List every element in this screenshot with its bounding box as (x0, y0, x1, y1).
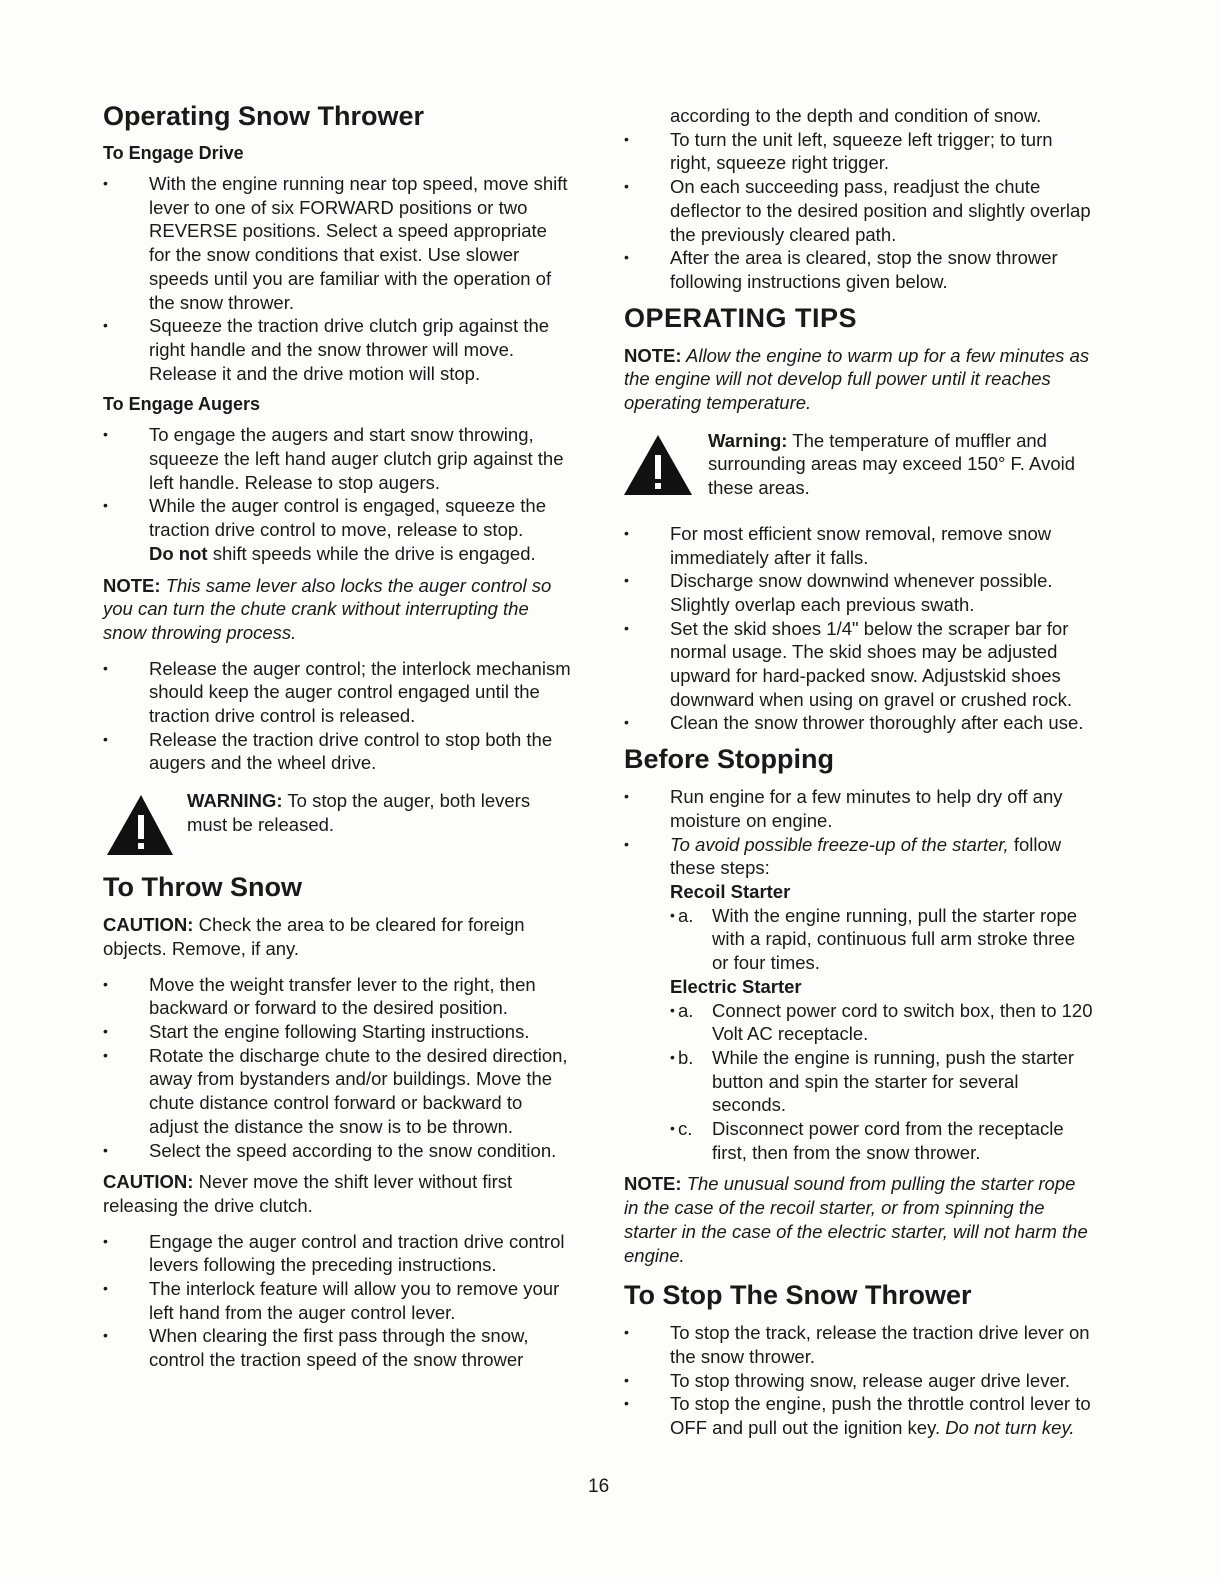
list-item: • Release the auger control; the interlock mechanism should keep the auger control engaged until the traction drive control is released. (103, 657, 573, 728)
section-title-operating-tips: OPERATING TIPS (624, 302, 858, 333)
list-item: • Discharge snow downwind whenever possible. Slightly overlap each previous swath. (624, 569, 1094, 616)
list-item (103, 494, 573, 565)
list-item: • Engage the auger control and traction drive control levers following the preceding instructions. (103, 1230, 573, 1277)
turning-list (624, 128, 1094, 294)
electric-steps (670, 999, 1094, 1165)
list-item: • After the area is cleared, stop the snow thrower following instructions given below. (624, 246, 1094, 293)
list-item: • The interlock feature will allow you to remove your left hand from the auger control lever. (103, 1277, 573, 1324)
list-item-text: To stop the engine, push the throttle control lever to OFF and pull out the ignition key. (670, 1393, 1091, 1439)
tips-list (624, 522, 1094, 735)
bold-text: Do not (149, 542, 208, 564)
italic-text: Do not turn key. (940, 1417, 1075, 1439)
warning-label: WARNING: (187, 790, 283, 812)
list-item: • To stop throwing snow, release auger drive lever. (624, 1369, 1094, 1393)
list-item-text: follow these steps: (670, 833, 1062, 879)
caution-text: Never move the shift lever without first releasing the drive clutch. (103, 1171, 513, 1216)
left-column (103, 100, 573, 1380)
engage-augers-list (103, 423, 573, 565)
note-text: Allow the engine to warm up for a few minutes as the engine will not develop full power until it reaches operating temperature. (624, 344, 1090, 414)
list-item: • Clean the snow thrower thoroughly after each use. (624, 711, 1094, 735)
warning-label: Warning: (708, 429, 788, 451)
step-item (670, 904, 1094, 975)
note-paragraph (103, 574, 573, 645)
step-item (670, 1117, 1094, 1164)
subheading-recoil-starter: Recoil Starter (670, 880, 791, 902)
warning-text: To stop the auger, both levers must be released. (187, 790, 531, 835)
list-item: • On each succeeding pass, readjust the chute deflector to the desired position and slightly overlap the previously cleared path. (624, 175, 1094, 246)
stop-list (624, 1321, 1094, 1440)
list-item: • Squeeze the traction drive clutch grip against the right handle and the snow thrower will move. Release it and the drive motion will stop. (103, 314, 573, 385)
list-item: • To turn the unit left, squeeze left trigger; to turn right, squeeze right trigger. (624, 128, 1094, 175)
step-item (670, 1046, 1094, 1117)
warning-triangle-icon (624, 433, 694, 497)
subheading-engage-drive: To Engage Drive (103, 143, 244, 163)
list-item: • Select the speed according to the snow condition. (103, 1139, 573, 1163)
list-item: • Start the engine following Starting instructions. (103, 1020, 573, 1044)
warning-block (624, 429, 1094, 500)
italic-text: To avoid possible freeze-up of the starter, (670, 833, 1009, 855)
list-item: • Rotate the discharge chute to the desired direction, away from bystanders and/or buildings. Move the chute distance control forward or backward to adjust the distance the snow is to be thrown. (103, 1044, 573, 1139)
list-item: • With the engine running near top speed, move shift lever to one of six FORWARD positions or two REVERSE positions. Select a speed appropriate for the snow conditions that exist. Use slower speeds until you are familiar with the operation of the snow thrower. (103, 172, 573, 314)
list-item: • To engage the augers and start snow throwing, squeeze the left hand auger clutch grip against the left handle. Release to stop augers. (103, 423, 573, 494)
step-text: With the engine running, pull the starter rope with a rapid, continuous full arm stroke three or four times. (712, 904, 1078, 974)
list-item: • For most efficient snow removal, remove snow immediately after it falls. (624, 522, 1094, 569)
list-item-text: shift speeds while the drive is engaged. (207, 542, 536, 564)
subheading-electric-starter: Electric Starter (670, 975, 802, 997)
note-text: The unusual sound from pulling the starter rope in the case of the recoil starter, or from spinning the starter in the case of the electric starter, will not harm the engine. (624, 1173, 1088, 1266)
engage-drive-list (103, 172, 573, 385)
warning-text: The temperature of muffler and surrounding areas may exceed 150° F. Avoid these areas. (708, 429, 1076, 499)
list-item (624, 1392, 1094, 1439)
section-title-before-stopping: Before Stopping (624, 744, 834, 775)
continued-text: according to the depth and condition of snow. (670, 105, 1042, 126)
throw-snow-list (103, 973, 573, 1163)
recoil-steps (670, 904, 1094, 975)
section-title-throw-snow: To Throw Snow (103, 872, 302, 903)
step-item (670, 999, 1094, 1046)
list-item: • Release the traction drive control to stop both the augers and the wheel drive. (103, 728, 573, 775)
step-text: Connect power cord to switch box, then to 120 Volt AC receptacle. (712, 999, 1093, 1045)
step-letter: • a. (678, 999, 694, 1021)
list-item: • Set the skid shoes 1/4" below the scraper bar for normal usage. The skid shoes may be adjusted upward for hard-packed snow. Adjustskid shoes downward when using on gravel or crushed rock. (624, 617, 1094, 712)
step-text: Disconnect power cord from the receptacle first, then from the snow thrower. (712, 1118, 1064, 1163)
note-label: NOTE: (103, 574, 161, 596)
warning-triangle-icon (103, 793, 173, 857)
note-label: NOTE: (624, 1173, 682, 1195)
list-item (624, 833, 1094, 1165)
caution-text: Check the area to be cleared for foreign objects. Remove, if any. (103, 914, 525, 959)
right-column (624, 104, 1094, 1448)
release-list (103, 657, 573, 776)
list-item: • Move the weight transfer lever to the right, then backward or forward to the desired position. (103, 973, 573, 1020)
note-label: NOTE: (624, 344, 682, 366)
step-text: While the engine is running, push the starter button and spin the starter for several seconds. (712, 1046, 1074, 1116)
subheading-engage-augers: To Engage Augers (103, 394, 261, 415)
caution-label: CAUTION: (103, 914, 194, 936)
caution-label: CAUTION: (103, 1171, 194, 1193)
list-item: • To stop the track, release the traction drive lever on the snow thrower. (624, 1321, 1094, 1368)
caution-paragraph (103, 1170, 573, 1217)
caution-paragraph (103, 913, 573, 960)
list-item: • Run engine for a few minutes to help dry off any moisture on engine. (624, 785, 1094, 832)
list-item-text: While the auger control is engaged, squeeze the traction drive control to move, release to stop. (149, 495, 546, 541)
page-number: 16 (588, 1476, 610, 1497)
note-text: This same lever also locks the auger control so you can turn the chute crank without interrupting the snow throwing process. (103, 574, 552, 643)
note-paragraph (624, 344, 1094, 415)
step-letter: • b. (678, 1046, 694, 1068)
step-letter: • c. (678, 1118, 693, 1140)
throw-snow-list-2 (103, 1230, 573, 1372)
warning-block (103, 789, 573, 849)
step-letter: • a. (678, 904, 694, 926)
before-stopping-list (624, 785, 1094, 1164)
section-title-operating: Operating Snow Thrower (103, 101, 425, 131)
note-paragraph (624, 1172, 1094, 1267)
list-item: • When clearing the first pass through the snow, control the traction speed of the snow thrower (103, 1324, 573, 1371)
section-title-stop: To Stop The Snow Thrower (624, 1280, 972, 1311)
